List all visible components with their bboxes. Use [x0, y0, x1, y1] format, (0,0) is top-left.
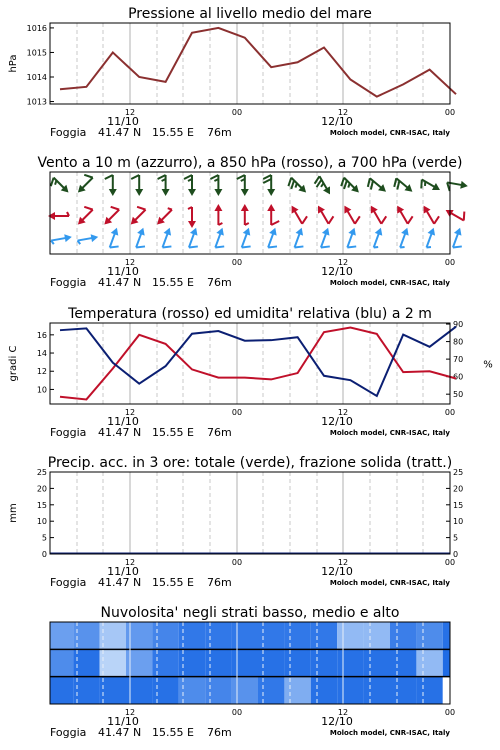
barb-arrowhead	[267, 189, 275, 196]
barb-arrowhead	[241, 204, 249, 211]
wind-barb	[48, 175, 71, 198]
cloud-cell	[337, 649, 363, 676]
date-label: 11/10	[107, 415, 139, 428]
barb-arrowhead	[348, 226, 358, 235]
chart-title: Nuvolosita' negli strati basso, medio e alto	[100, 605, 400, 621]
y-tick-label: 1015	[26, 48, 47, 58]
cloud-cell	[390, 677, 416, 704]
barb-arrowhead	[243, 226, 253, 235]
wind-barb	[291, 226, 309, 250]
cloud-cell	[311, 622, 337, 649]
cloud-cell	[364, 622, 390, 649]
wind-barb	[158, 175, 170, 196]
x-tick-label: 12	[124, 108, 136, 117]
cloud-cell	[258, 622, 284, 649]
chart-title: Precip. acc. in 3 ore: totale (verde), frazione solida (tratt.)	[47, 455, 453, 471]
cloud-cell	[416, 622, 442, 649]
date-label: 12/10	[321, 565, 353, 578]
cloud-cell	[443, 677, 450, 704]
barb-arrowhead	[296, 226, 306, 235]
y-tick-label: 10	[36, 385, 47, 395]
barb-arrowhead	[420, 204, 430, 214]
longitude: 15.55 E	[152, 126, 194, 139]
wind-barb	[423, 226, 438, 248]
wind-barb	[212, 226, 230, 250]
barb-arrowhead	[432, 183, 442, 193]
x-tick-label: 12	[337, 708, 349, 717]
barb-arrowhead	[91, 233, 99, 242]
cloud-cell	[205, 677, 231, 704]
x-tick-label: 12	[337, 108, 349, 117]
wind-barb	[241, 204, 249, 225]
plot-frame	[50, 172, 450, 254]
cloud-cell	[258, 649, 284, 676]
barb-flag	[184, 175, 192, 179]
x-tick-label: 12	[337, 558, 349, 567]
cloud-cell	[337, 622, 363, 649]
wind-barb	[446, 178, 469, 193]
wind-barb	[344, 226, 362, 250]
latitude: 41.47 N	[98, 726, 142, 739]
y2-tick-label: 15	[453, 500, 464, 510]
barb-arrowhead	[322, 226, 332, 235]
wind-barb	[105, 175, 117, 196]
wind-barb	[315, 202, 336, 226]
barb-arrowhead	[269, 226, 279, 235]
y-tick-label: 14	[36, 349, 47, 359]
date-label: 11/10	[107, 115, 139, 128]
x-tick-label: 12	[124, 708, 136, 717]
cloud-cell	[284, 677, 310, 704]
barb-arrowhead	[315, 204, 325, 214]
wind-barb	[396, 226, 411, 248]
longitude: 15.55 E	[152, 426, 194, 439]
cloud-cell	[50, 649, 73, 676]
wind-barb	[263, 175, 275, 196]
cloud-cell	[284, 649, 310, 676]
date-label: 12/10	[321, 115, 353, 128]
barb-flag	[105, 175, 113, 179]
barb-arrowhead	[428, 226, 438, 235]
barb-arrowhead	[241, 189, 249, 196]
cloud-cell	[205, 649, 231, 676]
x-tick-label: 12	[337, 258, 349, 267]
cloud-cell	[390, 649, 416, 676]
location-name: Foggia	[50, 576, 87, 589]
latitude: 41.47 N	[98, 276, 142, 289]
elevation: 76m	[207, 126, 232, 139]
date-label: 12/10	[321, 715, 353, 728]
barb-arrowhead	[401, 226, 411, 235]
cloud-cell	[232, 622, 258, 649]
wind-barb	[370, 226, 385, 248]
cloud-cell	[443, 622, 450, 649]
barb-arrowhead	[375, 226, 385, 235]
y-tick-label: 10	[36, 517, 47, 527]
wind-barb	[99, 204, 122, 227]
barb-flag	[271, 221, 279, 225]
x-tick-label: 00	[444, 708, 456, 717]
cloud-cell	[232, 677, 258, 704]
elevation: 76m	[207, 426, 232, 439]
x-tick-label: 00	[231, 108, 243, 117]
cloud-cell	[364, 649, 390, 676]
barb-flag	[237, 175, 245, 179]
x-tick-label: 12	[124, 408, 136, 417]
barb-arrowhead	[64, 233, 72, 242]
cloud-cell	[311, 677, 337, 704]
wind-barb	[106, 226, 124, 250]
cloud-cell	[152, 677, 178, 704]
y-tick-label: 12	[36, 367, 47, 377]
wind-barb	[131, 175, 143, 196]
x-tick-label: 00	[444, 408, 456, 417]
barb-arrowhead	[188, 221, 196, 228]
wind-barb	[365, 175, 389, 198]
x-tick-label: 12	[337, 408, 349, 417]
date-label: 12/10	[321, 265, 353, 278]
x-tick-label: 00	[444, 108, 456, 117]
y-tick-label: 1014	[26, 73, 47, 82]
barb-arrowhead	[267, 204, 275, 211]
wind-barb	[77, 233, 99, 245]
wind-barb	[125, 204, 148, 227]
model-credit: Moloch model, CNR-ISAC, Italy	[329, 729, 450, 737]
cloud-cell	[284, 622, 310, 649]
cloud-cell	[152, 649, 178, 676]
barb-flag	[131, 175, 139, 179]
cloud-cell	[205, 622, 231, 649]
x-tick-label: 00	[444, 258, 456, 267]
y-tick-label: 0	[41, 550, 47, 559]
barb-arrowhead	[214, 189, 222, 196]
barb-flag	[263, 175, 271, 179]
latitude: 41.47 N	[98, 576, 142, 589]
wind-barb	[132, 226, 150, 250]
cloud-cell	[152, 622, 178, 649]
model-credit: Moloch model, CNR-ISAC, Italy	[329, 579, 450, 587]
barb-arrowhead	[137, 226, 147, 235]
location-name: Foggia	[50, 726, 87, 739]
y2-tick-label: 90	[453, 320, 464, 330]
wind-barb	[188, 207, 196, 228]
y-tick-label: 1013	[26, 97, 47, 107]
wind-barb	[50, 233, 72, 245]
x-tick-label: 00	[444, 558, 456, 567]
wind-barb	[391, 175, 415, 198]
x-tick-label: 12	[124, 558, 136, 567]
wind-barb	[313, 174, 334, 198]
barb-arrowhead	[188, 189, 196, 196]
date-label: 11/10	[107, 715, 139, 728]
wind-barb	[237, 175, 249, 196]
y2-tick-label: 10	[453, 517, 464, 527]
y2-tick-label: 80	[453, 337, 464, 347]
cloud-cell	[390, 622, 416, 649]
wind-barb	[210, 175, 222, 196]
wind-barb	[214, 204, 222, 225]
longitude: 15.55 E	[152, 576, 194, 589]
y2-tick-label: 25	[453, 468, 464, 477]
wind-barb	[264, 226, 282, 250]
barb-arrowhead	[454, 226, 464, 235]
y2-tick-label: 60	[453, 372, 464, 382]
location-name: Foggia	[50, 276, 87, 289]
plot-frame	[50, 23, 450, 104]
cloud-cell	[364, 677, 390, 704]
wind-barb	[48, 212, 69, 220]
cloud-cell	[100, 622, 126, 649]
y2-tick-label: 5	[453, 533, 459, 543]
wind-barb	[267, 204, 279, 225]
x-tick-label: 00	[231, 708, 243, 717]
date-label: 12/10	[321, 415, 353, 428]
barb-arrowhead	[111, 226, 121, 235]
location-name: Foggia	[50, 126, 87, 139]
elevation: 76m	[207, 726, 232, 739]
barb-flag	[158, 175, 166, 179]
barb-flag	[210, 175, 218, 179]
y-tick-label: 25	[36, 468, 47, 477]
x-tick-label: 00	[231, 258, 243, 267]
location-name: Foggia	[50, 426, 87, 439]
barb-flag	[263, 179, 271, 183]
barb-arrowhead	[190, 226, 200, 235]
cloud-cell	[232, 649, 258, 676]
cloud-cell	[311, 649, 337, 676]
barb-arrowhead	[135, 189, 143, 196]
y2-tick-label: 70	[453, 355, 464, 365]
chart-title: Temperatura (rosso) ed umidita' relativa (blu) a 2 m	[68, 306, 432, 322]
x-tick-label: 12	[124, 258, 136, 267]
wind-barb	[418, 176, 442, 197]
cloud-cell	[50, 677, 73, 704]
latitude: 41.47 N	[98, 426, 142, 439]
chart-title: Vento a 10 m (azzurro), a 850 hPa (rosso), a 700 hPa (verde)	[37, 155, 463, 171]
y-tick-label: 5	[41, 533, 47, 543]
wind-barb	[449, 226, 467, 250]
longitude: 15.55 E	[152, 726, 194, 739]
cloud-cell	[258, 677, 284, 704]
y-tick-label: 16	[36, 330, 47, 340]
y2-tick-label: 0	[453, 550, 459, 559]
wind-barb	[286, 175, 309, 198]
date-label: 11/10	[107, 565, 139, 578]
wind-barb	[185, 226, 203, 250]
y-tick-label: 1016	[26, 23, 47, 33]
y2-tick-label: 50	[453, 390, 464, 400]
x-tick-label: 00	[231, 558, 243, 567]
model-credit: Moloch model, CNR-ISAC, Italy	[329, 279, 450, 287]
wind-barb	[341, 202, 362, 226]
x-tick-label: 00	[231, 408, 243, 417]
cloud-cell	[416, 649, 442, 676]
barb-arrowhead	[214, 204, 222, 211]
y2-axis-label: %	[483, 359, 493, 371]
cloud-cell	[100, 677, 126, 704]
wind-barb	[159, 226, 177, 250]
y-axis-label: gradi C	[8, 345, 19, 382]
model-credit: Moloch model, CNR-ISAC, Italy	[329, 129, 450, 137]
barb-arrowhead	[444, 207, 454, 217]
cloud-cell	[416, 677, 442, 704]
wind-barb	[184, 175, 196, 196]
cloud-cell	[50, 622, 73, 649]
barb-arrowhead	[394, 204, 404, 214]
barb-arrowhead	[367, 204, 377, 214]
y-tick-label: 15	[36, 500, 47, 510]
barb-arrowhead	[323, 186, 333, 196]
cloud-cell	[337, 677, 363, 704]
y-tick-label: 20	[36, 484, 47, 494]
barb-arrowhead	[216, 226, 226, 235]
cloud-cell	[100, 649, 126, 676]
model-credit: Moloch model, CNR-ISAC, Italy	[329, 429, 450, 437]
cloud-cell	[443, 649, 450, 676]
chart-title: Pressione al livello medio del mare	[128, 6, 372, 22]
elevation: 76m	[207, 576, 232, 589]
barb-arrowhead	[109, 189, 117, 196]
longitude: 15.55 E	[152, 276, 194, 289]
y-axis-label: hPa	[8, 54, 19, 73]
plot-frame	[50, 472, 450, 554]
barb-arrowhead	[48, 212, 55, 220]
y2-tick-label: 20	[453, 484, 464, 494]
barb-arrowhead	[460, 181, 468, 190]
y-axis-label: mm	[8, 503, 19, 523]
wind-barb	[317, 226, 335, 250]
wind-barb	[72, 172, 95, 195]
barb-arrowhead	[164, 226, 174, 235]
date-label: 11/10	[107, 265, 139, 278]
wind-barb	[444, 203, 468, 224]
wind-barb	[288, 202, 309, 226]
wind-barb	[338, 175, 361, 198]
latitude: 41.47 N	[98, 126, 142, 139]
wind-barb	[238, 226, 256, 250]
wind-barb	[72, 204, 95, 227]
barb-arrowhead	[162, 189, 170, 196]
elevation: 76m	[207, 276, 232, 289]
